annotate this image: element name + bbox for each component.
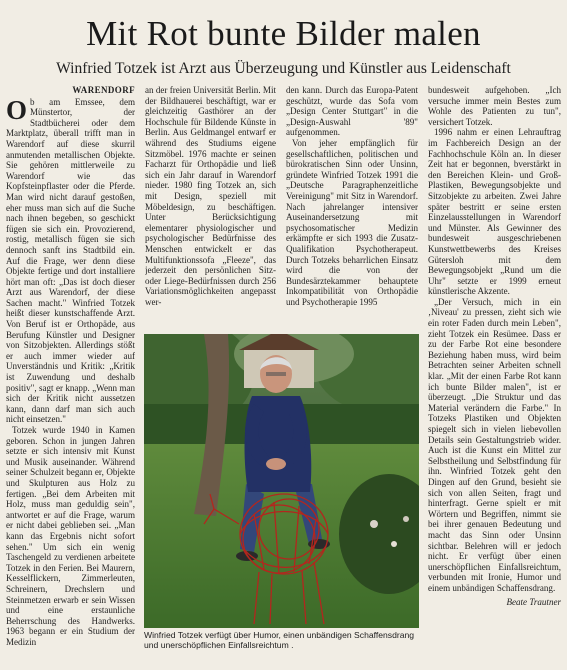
- photo-caption: Winfried Totzek verfügt über Humor, einen unbändigen Schaffensdrang und unerschöpflichen Einfallsreichtum .: [144, 630, 415, 650]
- paragraph: den kann. Durch das Europa-Patent geschützt, wurde das Sofa vom „Design Center Stuttgart" in die „Design-Auswahl '89" aufgenommen.: [286, 85, 418, 138]
- article-column-3: [286, 85, 418, 328]
- paragraph: Von jeher empfänglich für gesellschaftlichen, politischen und bürokratischen Sinn oder Unsinn, gründete Winfried Totzek 1991 die „Deutsche Paragraphenzeitliche Vereinigung" mit Sitz in Warendorf. Nach jahrelanger intensiver Auseinandersetzung mit psychosomatischer Medizin erkämpfte er sich 1993 die Zusatz-Qualifikation Psychotherapeut. Durch Totzeks beharrlichen Einsatz wird die von der Bundesärztekammer behauptete Inkompatibilität von Orthopädie und Psychotherapie 1995: [286, 137, 418, 307]
- author-byline: Beate Trautner: [506, 596, 561, 607]
- lead-paragraph: [6, 94, 135, 425]
- paragraph: Totzek wurde 1940 in Kamen geboren. Schon in jungen Jahren setzte er sich intensiv mit Kunst und Musik auseinander. Während seiner Schulzeit begann er, Objekte und Skulpturen aus Holz zu fertigen. „Bei dem Arbeiten mit Holz, muss man geduldig sein", antwortet er auf die Frage, warum er nicht dabei geblieben sei. „Man kann das Ergebnis nicht sofort sehen." Um sich ein wenig Taschengeld zu verdienen arbeitete Totzek in den Ferien. Bei Maurern, Kesselflickern, Zimmerleuten, Schreinern, Drechslern und Steinmetzen erwarb er sein Wissen und eine erstaunliche Beherrschung des Handwerks. 1963 begann er ein Studium der Medizin: [6, 425, 135, 647]
- article-column-1: [6, 85, 135, 660]
- article-column-4: [428, 85, 561, 660]
- lead-text: b am Emssee, dem Münstertor, der Stadtbücherei oder dem Marktplatz, überall trifft man in Warendorf auf diese skurril anmutenden metallischen Objekte. Sie gehören mittlerweile zu Warendorf wie das Kopfsteinpflaster oder die Pferde. Man wird nicht darauf gestoßen, eher muss man sich auf die Suche nach ihnen begeben, so geschickt fügen sie sich ein. Provozierend, rostig, metallisch fügen sie sich dennoch sanft ins Stadtbild ein. Auf die Frage, wer denn diese Objekte fertige und dort installiere hört man oft: „Das ist doch dieser Arzt aus Warendorf, der diese Sachen macht." Winfried Totzek heißt dieser kunstschaffende Arzt. Von Beruf ist er Orthopäde, aus Berufung Künstler und Designer von Sitzobjekten. Allerdings stößt er auch immer wieder auf Unverständnis und Kritik: „Kritik ist Zuwendung und deshalb positiv", sagt er knapp. „Wenn man sich der Kritik nicht aussetzen kann, dann darf man sich auch nicht einsetzen.": [6, 96, 135, 425]
- drop-cap: O: [6, 94, 28, 125]
- article-column-2: [145, 85, 276, 328]
- subheadline: Winfried Totzek ist Arzt aus Überzeugung und Künstler aus Leidenschaft: [56, 60, 511, 77]
- paragraph: 1996 nahm er einen Lehrauftrag im Fachbereich Design an der Fachhochschule Köln an. In dieser Zeit hat er begonnen, bverstärkt in den Bereichen Klein- und Groß-Plastiken, Bewegungsobjekte und Sitzobjekte zu arbeiten. Zwei Jahre später bestritt er seine ersten Einzelausstellungen in Warendorf und Münster. Als Gewinner des bundesweit ausgeschriebenen Kunstwettbewerbs des Kreises Gütersloh mit dem Bewegungsobjekt „Rund um die Uhr" setzte er 1999 erneut künstlerische Akzente.: [428, 127, 561, 297]
- dateline: WARENDORF: [72, 85, 135, 95]
- headline: Mit Rot bunte Bilder malen: [86, 14, 481, 53]
- paragraph: „Der Versuch, mich in ein ‚Niveau' zu pressen, zieht sich wie ein roter Faden durch mein Leben", zieht Totzek ein Resümee. Dass er zu der Farbe Rot eine besondere Beziehung haben muss, wird beim Betrachten seiner Arbeiten schnell klar. „Mit der einen Farbe Rot kann ich bunte Bilder malen", ist er überzeugt. „Die Struktur und das Material verändern die Farbe." In Totzeks Plastiken und Objekten spiegelt sich in vielen liebevollen Details sein Gestaltungstrieb wider. Auch ist die Kunst ein Mittel zur Selbstheilung und Selbstfindung für ihn. Winfried Totzek geht den Dingen auf den Grund, besieht sie sich von allen Seiten, fragt und hinterfragt. Gerne spielt er mit Wörtern und Begriffen, nimmt sie bei ihrer genauen Bedeutung und macht das Sinn oder Unsinn sichtbar. Belehren will er jedoch nicht. Er verfügt über einen unerschöpflichen Einfallsreichtum, verbunden mit Ironie, Humor und einem unbändigen Schaffensdrang.: [428, 296, 561, 593]
- paragraph: bundesweit aufgehoben. „Ich versuche immer mein Bestes zum Wohle des Patienten zu tun", versichert Totzek.: [428, 85, 561, 127]
- article-photo: [144, 334, 419, 628]
- paragraph: an der freien Universität Berlin. Mit der Bildhauerei beschäftigt, war er gleichzeitig Gasthörer an der Hochschule für Bildende Künste in Berlin. Aus Geldmangel entwarf er während des Studiums eigene Sitzmöbel. 1976 machte er seinen Facharzt für Orthopädie und ließ sich ein Jahr darauf in Warendorf nieder. 1980 fing Totzek an, sich mit Design, speziell mit Möbeldesign, zu beschäftigen. Unter Berücksichtigung elementarer physiologischer und psychologischer Bedürfnisse des Menschen entwickelt er das Multifunktionssofa „Fleeze", das jederzeit den persönlichen Sitz- oder Liege-Bedürfnissen durch 256 Variationsmöglichkeiten angepasst wer-: [145, 85, 276, 307]
- photo-illustration: [144, 334, 419, 628]
